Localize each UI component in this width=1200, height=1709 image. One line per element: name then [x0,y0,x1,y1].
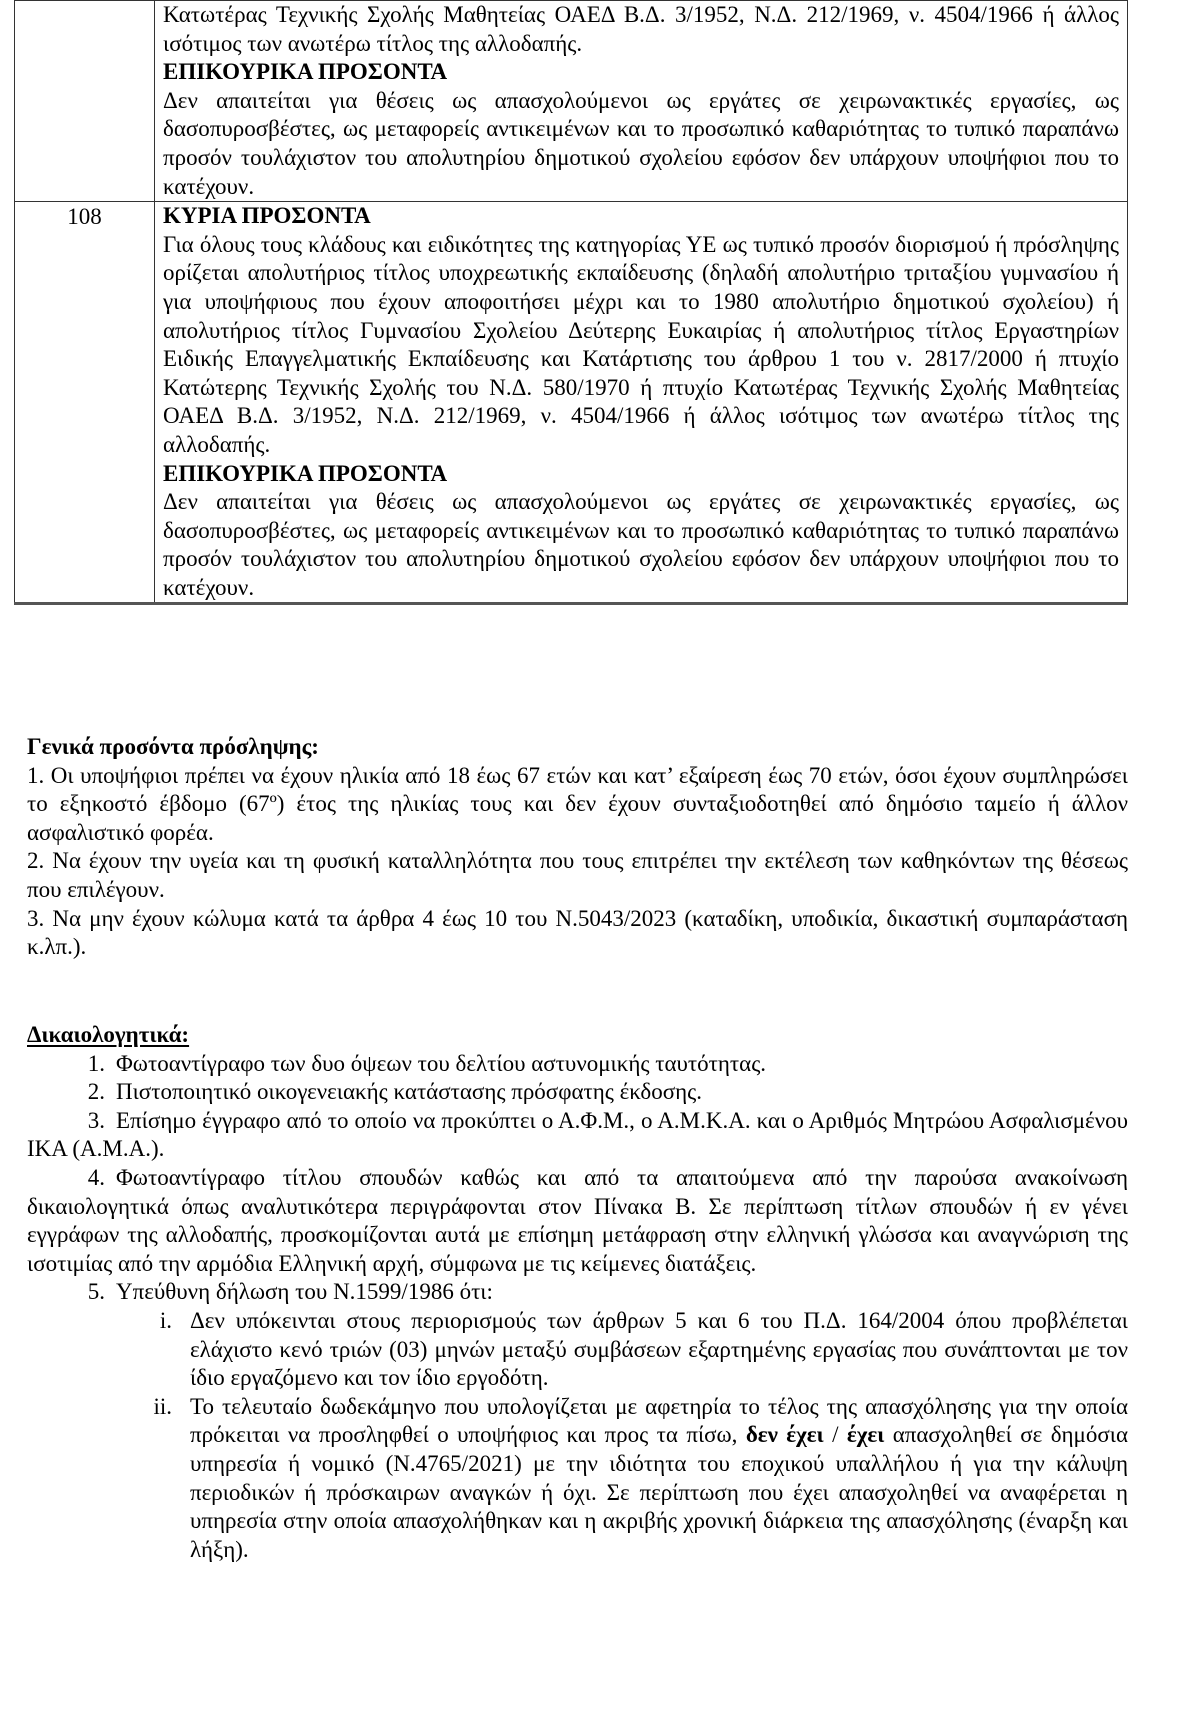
sub-item-text-after: απασχοληθεί σε δημόσια υπηρεσία ή νομικό (Ν.4765/2021) με την ιδιότητα του εποχικού υπαλλήλου ή για την κάλυψη περιοδικών ή πρόσκαιρων αναγκών ή όχι. Σε περίπτωση που έχει απασχοληθεί να αναφέρεται η υπηρεσία στην οποία απασχολήθηκαν και η ακριβής χρονική διάρκεια της απασχόλησης (έναρξη και λήξη). [190,1422,1129,1562]
code-cell [15,1,155,202]
sub-item-number: i. [159,1307,172,1333]
document-item [27,1107,1128,1164]
sub-item-separator: / [823,1422,847,1448]
qualifications-table [14,0,1128,605]
document-item [27,1078,1128,1107]
main-qualifications-heading: ΚΥΡΙΑ ΠΡΟΣΟΝΤΑ [163,203,371,229]
document-item-number: 1. [87,1050,105,1076]
document-item-text: Φωτοαντίγραφο των δυο όψεων του δελτίου αστυνομικής ταυτότητας. [116,1050,767,1076]
auxiliary-qualifications-heading: ΕΠΙΚΟΥΡΙΚΑ ΠΡΟΣΟΝΤΑ [163,460,448,486]
sub-item-text: Δεν υπόκεινται στους περιορισμούς των άρθρων 5 και 6 του Π.Δ. 164/2004 όπου προβλέπεται ελάχιστο κενό τριών (03) μηνών μεταξύ συμβάσεων εξαρτημένης εργασίας που συνάπτονται με τον ίδιο εργαζόμενο και τον ίδιο εργοδότη. [190,1307,1128,1391]
general-qualifications-section [27,733,1128,962]
general-qualification-item: 2. Να έχουν την υγεία και τη φυσική καταλληλότητα που τους επιτρέπει την εκτέλεση των καθηκόντων της θέσεως που επιλέγουν. [27,848,1128,902]
qualifications-cell [155,1,1128,202]
document-item-number: 2. [87,1079,105,1105]
sub-item-text-before: Το τελευταίο δωδεκάμηνο που υπολογίζεται με αφετηρία το τέλος της απασχόλησης για την οποία πρόκειται να προσληφθεί ο υποψήφιος και προς τα πίσω, [190,1393,1128,1448]
document-item-text: Επίσημο έγγραφο από το οποίο να προκύπτει ο Α.Φ.Μ., ο Α.Μ.Κ.Α. και ο Αριθμός Μητρώου Ασφαλισμένου ΙΚΑ (Α.Μ.Α.). [27,1107,1128,1162]
sub-item-number: ii. [153,1393,172,1419]
document-item-number: 4. [87,1164,105,1190]
declaration-sub-item [27,1393,1128,1565]
documents-section [27,1021,1128,1564]
qualifications-cell [155,202,1128,604]
document-item [27,1164,1128,1278]
declaration-sub-item [27,1307,1128,1393]
documents-title [27,1021,1128,1050]
general-qualifications-title: Γενικά προσόντα πρόσληψης: [27,734,319,759]
table-row [15,1,1128,202]
document-item-number: 3. [87,1107,105,1133]
main-qualifications-continuation: Κατωτέρας Τεχνικής Σχολής Μαθητείας ΟΑΕΔ Β.Δ. 3/1952, Ν.Δ. 212/1969, ν. 4504/1966 ή άλλος ισότιμος των ανωτέρω τίτλος της αλλοδαπής. [163,2,1119,56]
position-code: 108 [67,204,102,230]
general-qualification-item: 1. Οι υποψήφιοι πρέπει να έχουν ηλικία από 18 έως 67 ετών και κατ’ εξαίρεση έως 70 ετών, όσοι έχουν συμπληρώσει το εξηκοστό έβδομο (67º) έτος της ηλικίας τους και δεν έχουν συνταξιοδοτηθεί από δημόσιο ταμείο ή άλλον ασφαλιστικό φορέα. [27,762,1128,845]
position-code [15,1,154,2]
document-item-text: Πιστοποιητικό οικογενειακής κατάστασης πρόσφατης έκδοσης. [116,1079,703,1105]
auxiliary-qualifications-text: Δεν απαιτείται για θέσεις ως απασχολούμενοι ως εργάτες σε χειρωνακτικές εργασίες, ως δασοπυροσβέστες, ως μεταφορείς αντικειμένων και το προσωπικό καθαριότητας το τυπικό παραπάνω προσόν τουλάχιστον του απολυτηρίου δημοτικού σχολείου εφόσον δεν υπάρχουν υποψήφιοι που το κατέχουν. [163,87,1119,199]
general-qualification-item: 3. Να μην έχουν κώλυμα κατά τα άρθρα 4 έως 10 του Ν.5043/2023 (καταδίκη, υποδικία, δικαστική συμπαράσταση κ.λπ.). [27,905,1128,960]
sub-item-bold-option-a: δεν έχει [745,1422,824,1448]
document-item [27,1278,1128,1307]
document-item-text: Φωτοαντίγραφο τίτλου σπουδών καθώς και από τα απαιτούμενα από την παρούσα ανακοίνωση δικαιολογητικά όπως αναλυτικότερα περιγράφονται στον Πίνακα Β. Σε περίπτωση τίτλων σπουδών ή εν γένει εγγράφων της αλλοδαπής, προσκομίζονται αυτά με επίσημη μετάφραση στην ελληνική γλώσσα και αναγνώριση της ισοτιμίας από την αρμόδια Ελληνική αρχή, σύμφωνα με τις κείμενες διατάξεις. [27,1164,1128,1276]
auxiliary-qualifications-heading: ΕΠΙΚΟΥΡΙΚΑ ΠΡΟΣΟΝΤΑ [163,59,448,85]
main-qualifications-text: Για όλους τους κλάδους και ειδικότητες της κατηγορίας ΥΕ ως τυπικό προσόν διορισμού ή πρόσληψης ορίζεται απολυτήριος τίτλος υποχρεωτικής εκπαίδευσης (δηλαδή απολυτήριο τριταξίου γυμνασίου ή για υποψήφιους που έχουν αποφοιτήσει μέχρι και το 1980 απολυτήριο δημοτικού σχολείου) ή απολυτήριος τίτλος Γυμνασίου Σχολείου Δεύτερης Ευκαιρίας ή απολυτήριος τίτλος Εργαστηρίων Ειδικής Επαγγελματικής Εκπαίδευσης και Κατάρτισης του άρθρου 1 του ν. 2817/2000 ή πτυχίο Κατώτερης Τεχνικής Σχολής του Ν.Δ. 580/1970 ή πτυχίο Κατωτέρας Τεχνικής Σχολής Μαθητείας ΟΑΕΔ Β.Δ. 3/1952, Ν.Δ. 212/1969, ν. 4504/1966 ή άλλος ισότιμος των ανωτέρω τίτλος της αλλοδαπής. [163,231,1119,457]
documents-title-text: Δικαιολογητικά: [27,1022,190,1047]
sub-item-bold-option-b: έχει [846,1422,885,1448]
document-item [27,1050,1128,1079]
auxiliary-qualifications-text: Δεν απαιτείται για θέσεις ως απασχολούμενοι ως εργάτες σε χειρωνακτικές εργασίες, ως δασοπυροσβέστες, ως μεταφορείς αντικειμένων και το προσωπικό καθαριότητας το τυπικό παραπάνω προσόν τουλάχιστον του απολυτηρίου δημοτικού σχολείου εφόσον δεν υπάρχουν υποψήφιοι που το κατέχουν. [163,489,1119,600]
document-item-number: 5. [87,1279,105,1305]
code-cell [15,202,155,604]
document-item-text: Υπεύθυνη δήλωση του Ν.1599/1986 ότι: [116,1279,493,1305]
table-row [15,202,1128,604]
